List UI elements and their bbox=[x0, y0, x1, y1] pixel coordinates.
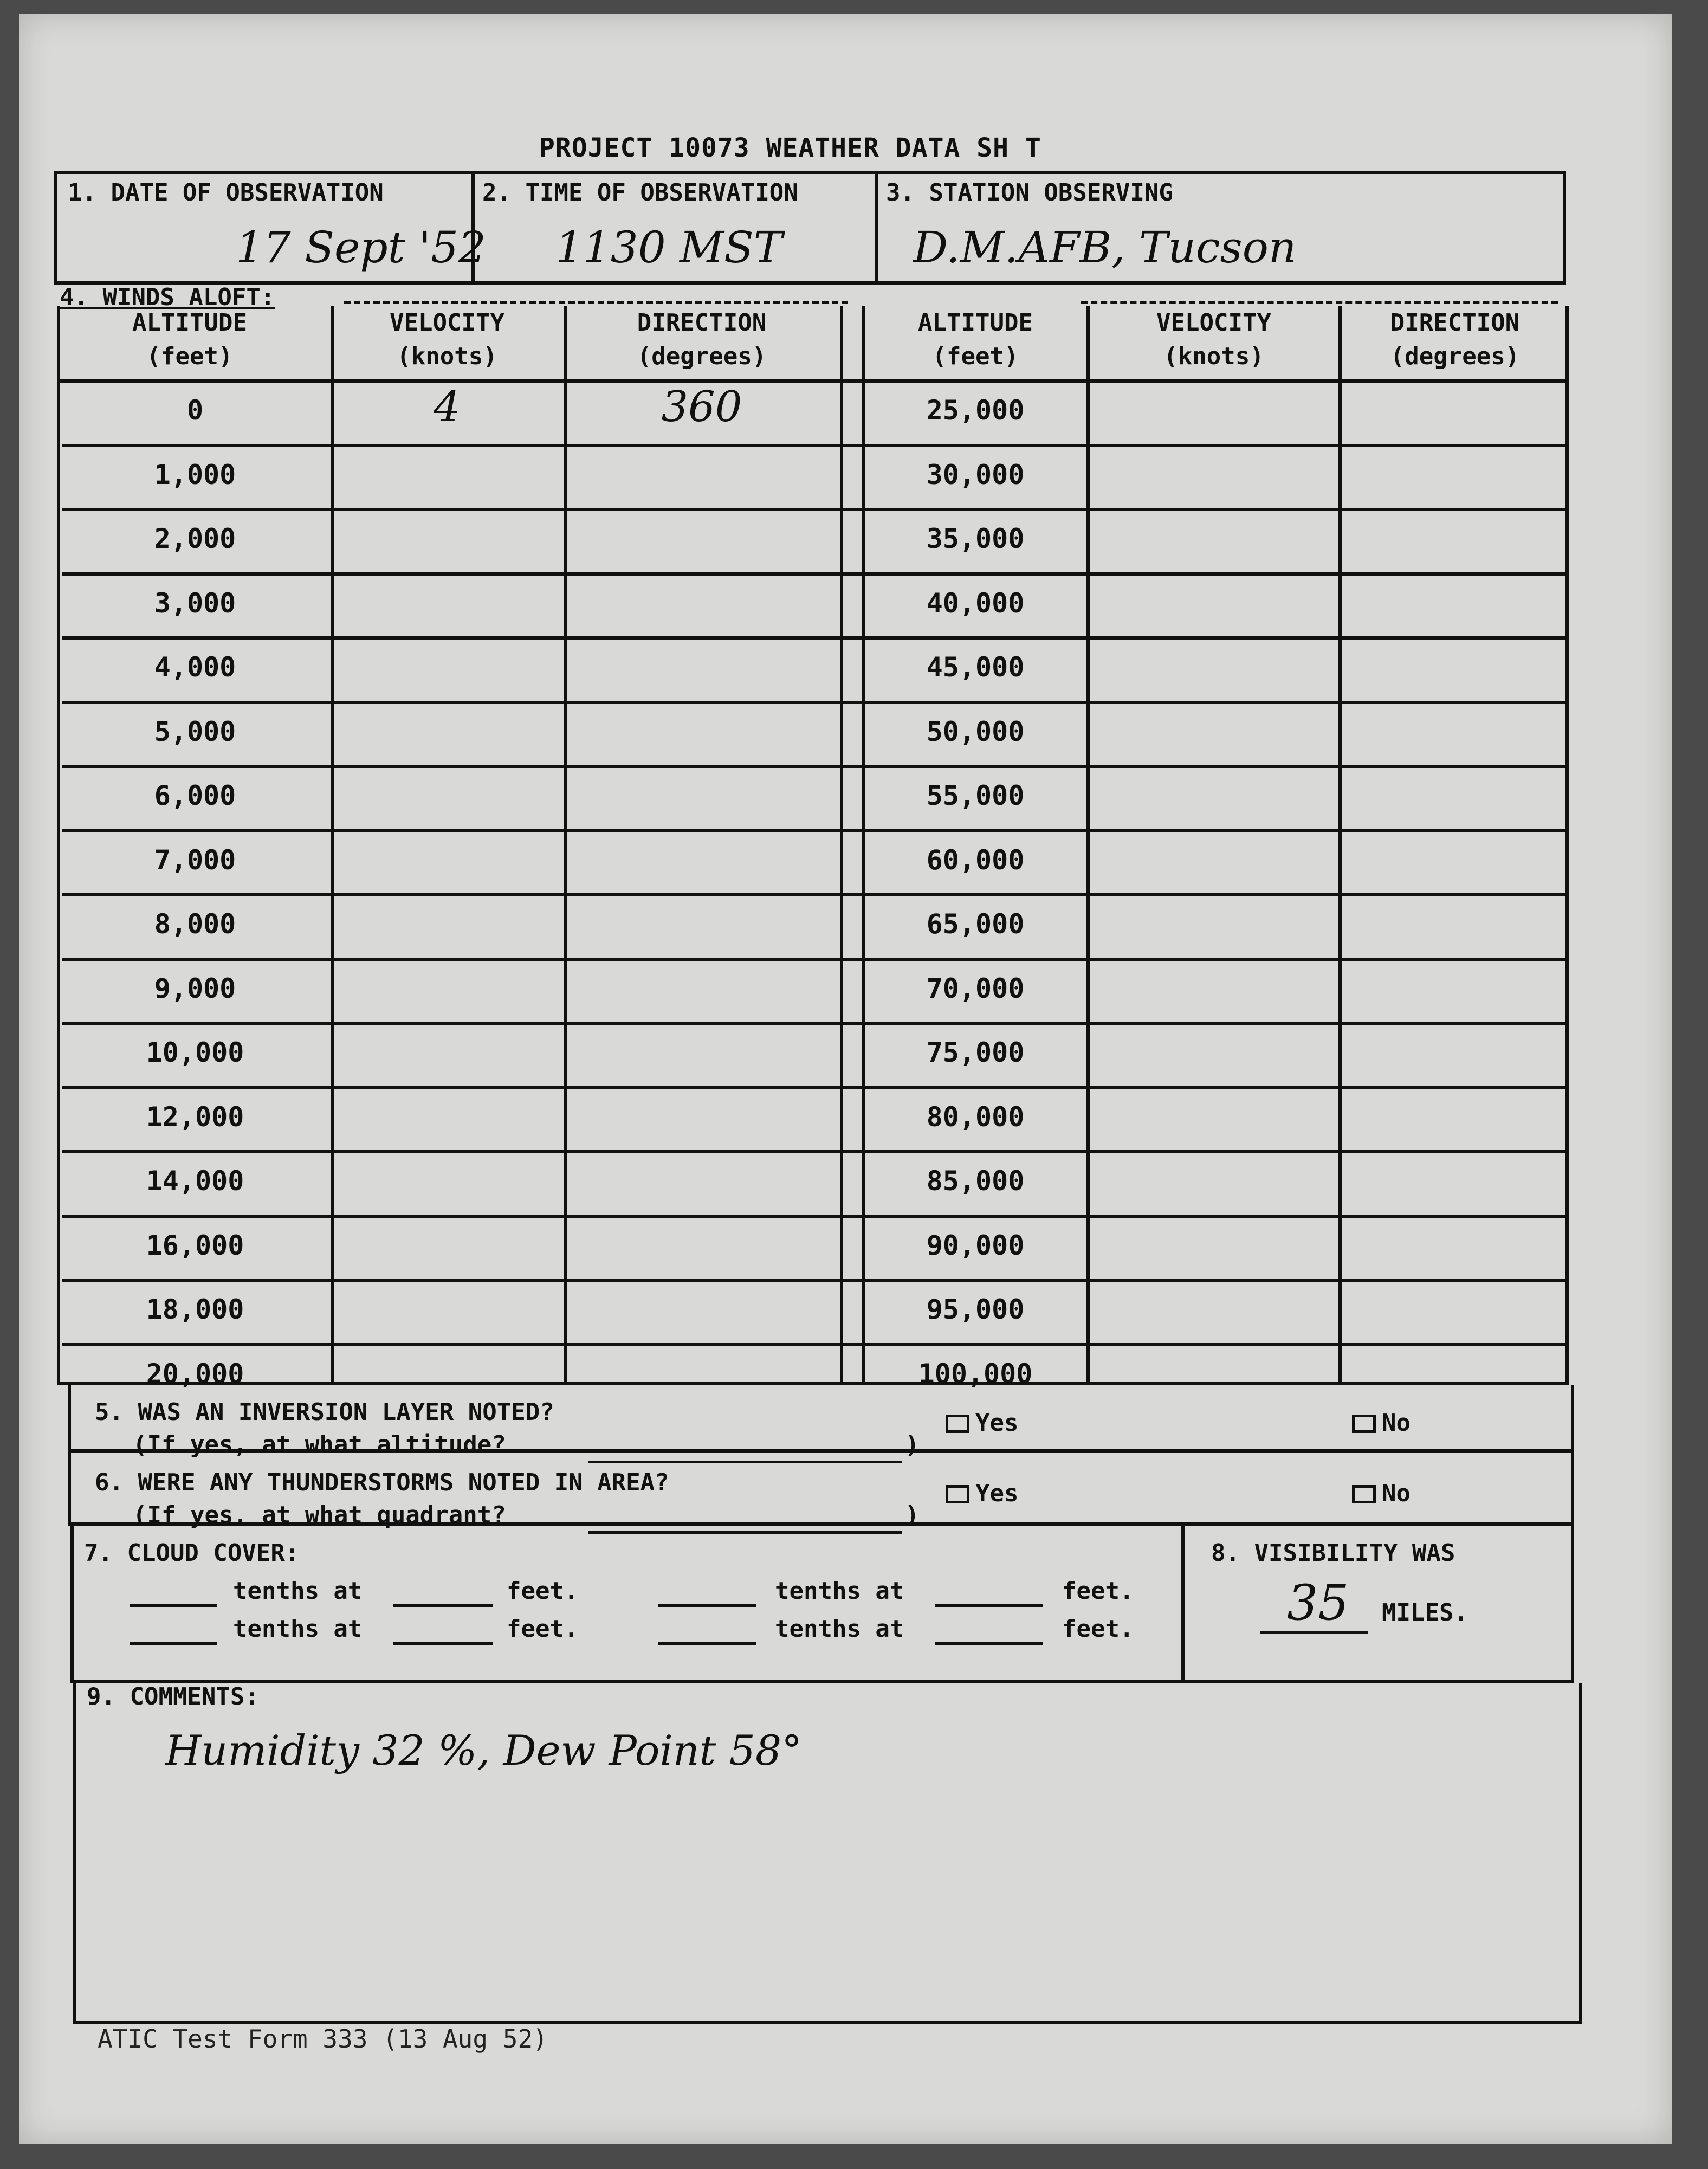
cloud-feet-2[interactable] bbox=[935, 1604, 1043, 1607]
cloud-tenths-2[interactable] bbox=[658, 1604, 756, 1607]
left-altitude-cell: 16,000 bbox=[146, 1230, 244, 1261]
col-sep-5 bbox=[1086, 306, 1090, 1385]
table-row-rule bbox=[62, 1279, 1569, 1282]
table-row-rule bbox=[62, 636, 1569, 640]
cloud-feet-1[interactable] bbox=[393, 1604, 493, 1607]
cloud-feet-4[interactable] bbox=[935, 1642, 1043, 1645]
right-altitude-header: ALTITUDE (feet) bbox=[918, 309, 1033, 370]
right-altitude-cell: 85,000 bbox=[926, 1165, 1025, 1197]
form-sheet bbox=[19, 14, 1672, 2144]
right-altitude-cell: 80,000 bbox=[926, 1101, 1025, 1133]
station-observing-label: 3. STATION OBSERVING bbox=[886, 179, 1173, 206]
cloud-tenths-at-1: tenths at bbox=[233, 1577, 363, 1605]
right-altitude-cell: 50,000 bbox=[926, 716, 1025, 747]
inversion-no-checkbox[interactable] bbox=[1352, 1415, 1376, 1433]
table-row-rule bbox=[62, 1150, 1569, 1153]
cloud-feet-label-1: feet. bbox=[507, 1577, 579, 1605]
time-of-observation-label: 2. TIME OF OBSERVATION bbox=[482, 179, 798, 206]
visibility-unit: MILES. bbox=[1382, 1599, 1468, 1626]
station-observing-value[interactable]: D.M.AFB, Tucson bbox=[913, 222, 1297, 273]
left-velocity-header: VELOCITY (knots) bbox=[390, 309, 504, 370]
table-row-rule bbox=[62, 508, 1569, 511]
table-row-rule bbox=[62, 444, 1569, 447]
table-row-rule bbox=[62, 893, 1569, 896]
cloud-tenths-at-4: tenths at bbox=[775, 1615, 904, 1643]
left-altitude-cell: 4,000 bbox=[154, 651, 236, 683]
col-sep-6 bbox=[1338, 306, 1342, 1385]
right-altitude-cell: 45,000 bbox=[926, 651, 1025, 683]
table-row-rule bbox=[62, 765, 1569, 768]
thunderstorm-yes-label: Yes bbox=[975, 1480, 1019, 1507]
header-divider-2 bbox=[875, 171, 878, 285]
date-of-observation-value[interactable]: 17 Sept '52 bbox=[236, 222, 486, 273]
winds-header-dash-left bbox=[344, 301, 848, 304]
cloud-tenths-at-2: tenths at bbox=[775, 1577, 904, 1605]
cloud-tenths-3[interactable] bbox=[130, 1642, 217, 1645]
left-altitude-cell: 5,000 bbox=[154, 716, 236, 747]
thunderstorm-question: 6. WERE ANY THUNDERSTORMS NOTED IN AREA? bbox=[95, 1469, 669, 1496]
inversion-followup-close: ) bbox=[905, 1431, 920, 1458]
cloud-visibility-divider bbox=[1181, 1526, 1185, 1683]
cloud-feet-3[interactable] bbox=[393, 1642, 493, 1645]
left-altitude-cell: 6,000 bbox=[154, 780, 236, 811]
thunderstorm-followup: (If yes, at what quadrant? bbox=[133, 1501, 506, 1529]
left-altitude-cell: 0 bbox=[186, 395, 204, 426]
table-row-rule bbox=[62, 701, 1569, 704]
left-direction-cell[interactable]: 360 bbox=[661, 383, 742, 431]
left-altitude-cell: 14,000 bbox=[146, 1165, 244, 1197]
left-altitude-cell: 18,000 bbox=[146, 1294, 244, 1325]
visibility-label: 8. VISIBILITY WAS bbox=[1211, 1539, 1455, 1567]
right-velocity-header: VELOCITY (knots) bbox=[1156, 309, 1271, 370]
cloud-feet-label-4: feet. bbox=[1062, 1615, 1134, 1643]
left-altitude-cell: 2,000 bbox=[154, 523, 236, 554]
right-altitude-cell: 30,000 bbox=[926, 459, 1025, 490]
right-altitude-cell: 90,000 bbox=[926, 1230, 1025, 1261]
table-row-rule bbox=[62, 958, 1569, 961]
inversion-followup: (If yes, at what altitude? bbox=[133, 1431, 506, 1458]
left-altitude-cell: 3,000 bbox=[154, 588, 236, 619]
col-sep-4 bbox=[862, 306, 865, 1385]
table-row-rule bbox=[62, 1343, 1569, 1346]
col-sep-1 bbox=[331, 306, 334, 1385]
table-row-rule bbox=[62, 1022, 1569, 1025]
right-altitude-cell: 35,000 bbox=[926, 523, 1025, 554]
left-altitude-cell: 9,000 bbox=[154, 973, 236, 1004]
inversion-yes-label: Yes bbox=[975, 1409, 1019, 1437]
table-row-rule bbox=[62, 572, 1569, 576]
winds-header-dash-right bbox=[1081, 301, 1558, 304]
time-of-observation-value[interactable]: 1130 MST bbox=[555, 222, 783, 273]
inversion-no-label: No bbox=[1382, 1409, 1411, 1437]
col-sep-2 bbox=[564, 306, 567, 1385]
right-direction-header: DIRECTION (degrees) bbox=[1390, 309, 1520, 370]
left-altitude-cell: 12,000 bbox=[146, 1101, 244, 1133]
cloud-tenths-1[interactable] bbox=[130, 1604, 217, 1607]
left-altitude-header: ALTITUDE (feet) bbox=[132, 309, 247, 370]
left-velocity-cell[interactable]: 4 bbox=[434, 383, 461, 431]
thunderstorm-yes-checkbox[interactable] bbox=[946, 1485, 969, 1503]
inversion-question: 5. WAS AN INVERSION LAYER NOTED? bbox=[95, 1398, 554, 1426]
date-of-observation-label: 1. DATE OF OBSERVATION bbox=[68, 179, 384, 206]
left-altitude-cell: 1,000 bbox=[154, 459, 236, 490]
table-row-rule bbox=[62, 1086, 1569, 1089]
right-altitude-cell: 100,000 bbox=[918, 1358, 1033, 1390]
right-altitude-cell: 40,000 bbox=[926, 588, 1025, 619]
cloud-feet-label-2: feet. bbox=[1062, 1577, 1134, 1605]
left-altitude-cell: 7,000 bbox=[154, 844, 236, 876]
right-altitude-cell: 95,000 bbox=[926, 1294, 1025, 1325]
left-altitude-cell: 20,000 bbox=[146, 1358, 244, 1390]
right-altitude-cell: 65,000 bbox=[926, 908, 1025, 940]
visibility-value[interactable]: 35 bbox=[1287, 1574, 1349, 1631]
document-title: PROJECT 10073 WEATHER DATA SH T bbox=[539, 133, 1041, 163]
thunderstorm-no-label: No bbox=[1382, 1480, 1411, 1507]
comments-label: 9. COMMENTS: bbox=[87, 1683, 259, 1710]
table-row-rule bbox=[62, 829, 1569, 832]
table-row-rule bbox=[62, 1215, 1569, 1218]
cloud-tenths-4[interactable] bbox=[658, 1642, 756, 1645]
left-altitude-cell: 10,000 bbox=[146, 1037, 244, 1068]
left-altitude-cell: 8,000 bbox=[154, 908, 236, 940]
visibility-blank bbox=[1260, 1631, 1368, 1634]
cloud-feet-label-3: feet. bbox=[507, 1615, 579, 1643]
inversion-yes-checkbox[interactable] bbox=[946, 1415, 969, 1433]
col-sep-3 bbox=[840, 306, 843, 1385]
right-altitude-cell: 75,000 bbox=[926, 1037, 1025, 1068]
right-altitude-cell: 60,000 bbox=[926, 844, 1025, 876]
thunderstorm-no-checkbox[interactable] bbox=[1352, 1485, 1376, 1503]
winds-aloft-label: 4. WINDS ALOFT: bbox=[60, 283, 275, 311]
cloud-cover-label: 7. CLOUD COVER: bbox=[84, 1539, 300, 1567]
form-id: ATIC Test Form 333 (13 Aug 52) bbox=[98, 2024, 548, 2054]
left-direction-header: DIRECTION (degrees) bbox=[637, 309, 767, 370]
thunderstorm-followup-close: ) bbox=[905, 1501, 920, 1529]
right-altitude-cell: 25,000 bbox=[926, 395, 1025, 426]
cloud-tenths-at-3: tenths at bbox=[233, 1615, 363, 1643]
right-altitude-cell: 55,000 bbox=[926, 780, 1025, 811]
comments-value[interactable]: Humidity 32 %, Dew Point 58° bbox=[165, 1726, 803, 1774]
right-altitude-cell: 70,000 bbox=[926, 973, 1025, 1004]
